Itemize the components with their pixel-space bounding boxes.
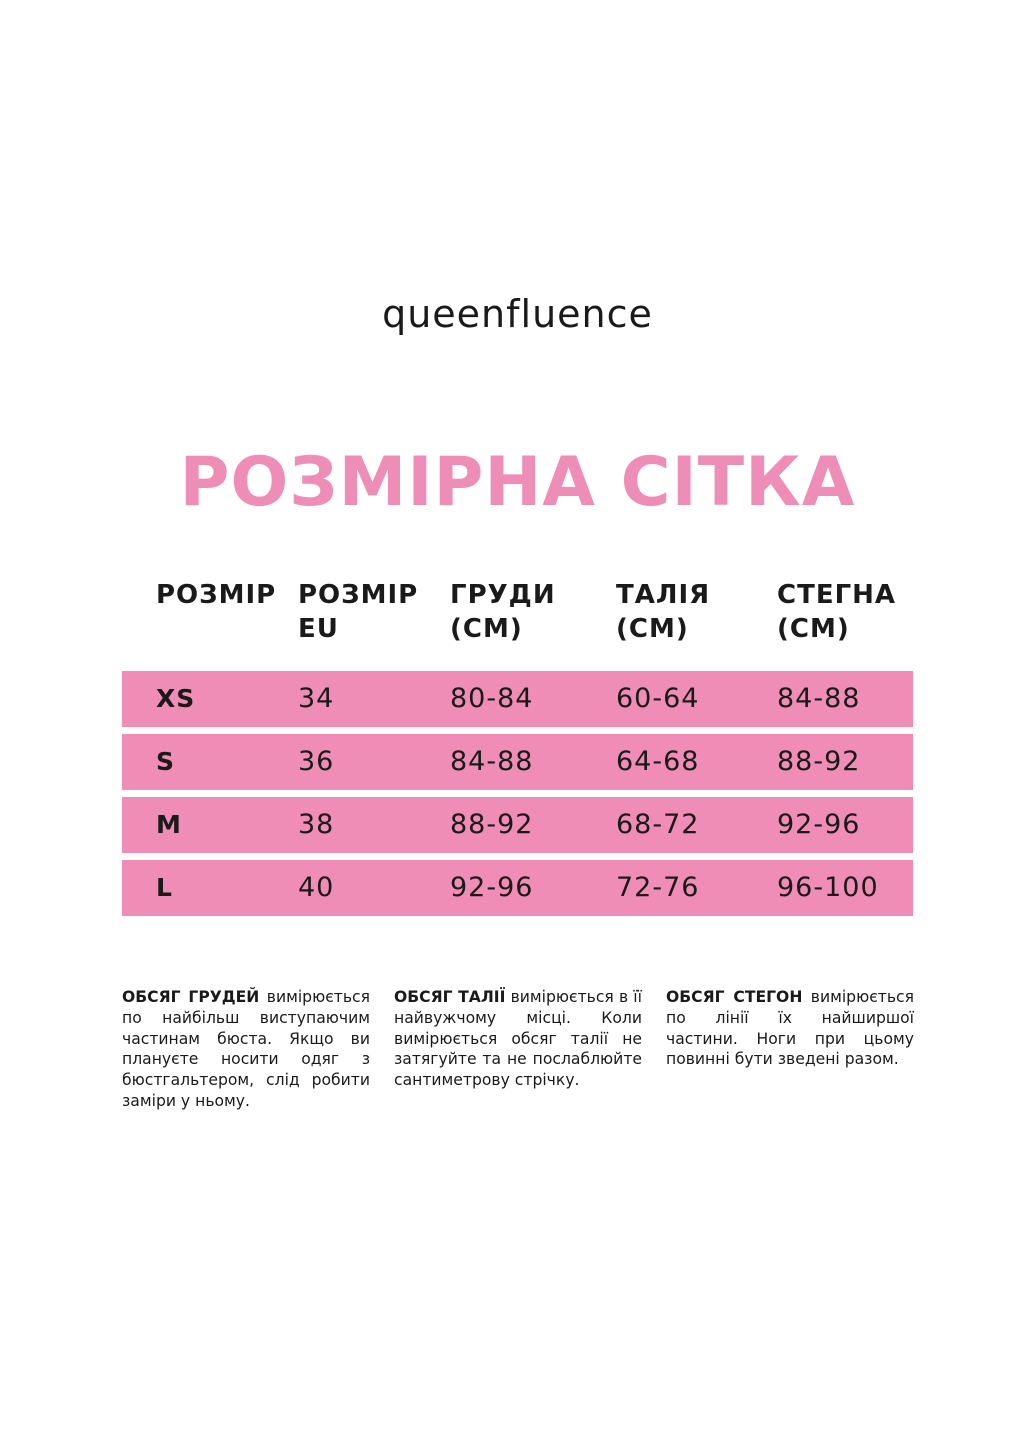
header-bust [450, 578, 556, 646]
note-bust-text: вимірюється по найбільш виступаючим частинам бюста. Якщо ви плануєте носити одяг з бюстгальтером, слід робити заміри у ньому. [122, 988, 370, 1110]
note-hips-text: вимірюється по лінії їх найширшої частини. Ноги при цьому повинні бути зведені разом. [666, 988, 914, 1069]
cell-bust: 84-88 [450, 746, 534, 777]
cell-bust: 92-96 [450, 872, 534, 903]
note-waist-text: вимірюється в її найвужчому місці. Коли вимірюється обсяг талії не затягуйте та не послаблюйте сантиметрову стрічку. [394, 988, 642, 1090]
cell-waist: 64-68 [616, 746, 700, 777]
cell-eu: 40 [298, 872, 335, 903]
note-bust-heading: ОБСЯГ ГРУДЕЙ [122, 988, 260, 1006]
cell-waist: 60-64 [616, 683, 700, 714]
table-row [122, 860, 913, 916]
cell-waist: 68-72 [616, 809, 700, 840]
note-bust [122, 987, 370, 1112]
table-header [0, 578, 1035, 658]
cell-size: XS [156, 684, 196, 713]
table-row [122, 797, 913, 853]
note-waist-heading: ОБСЯГ ТАЛІЇ [394, 988, 506, 1006]
header-hips-line2: (СМ) [777, 614, 850, 644]
cell-hips: 84-88 [777, 683, 861, 714]
cell-size: S [156, 747, 176, 776]
header-size [156, 578, 276, 612]
header-waist-line2: (СМ) [616, 614, 689, 644]
cell-hips: 96-100 [777, 872, 879, 903]
cell-hips: 88-92 [777, 746, 861, 777]
cell-bust: 88-92 [450, 809, 534, 840]
note-hips-heading: ОБСЯГ СТЕГОН [666, 988, 803, 1006]
header-hips [777, 578, 896, 646]
header-bust-line1: ГРУДИ [450, 580, 556, 610]
table-row [122, 671, 913, 727]
note-hips [666, 987, 914, 1070]
header-size-line1: РОЗМІР [156, 580, 277, 610]
header-bust-line2: (СМ) [450, 614, 523, 644]
note-waist [394, 987, 642, 1091]
cell-bust: 80-84 [450, 683, 534, 714]
header-size-eu [298, 578, 418, 646]
table-row [122, 734, 913, 790]
header-size-eu-line2: EU [298, 614, 339, 644]
cell-eu: 38 [298, 809, 335, 840]
cell-eu: 36 [298, 746, 335, 777]
cell-eu: 34 [298, 683, 335, 714]
brand-logo: queenfluence [382, 292, 653, 336]
cell-size: M [156, 810, 182, 839]
page-title: РОЗМІРНА СІТКА [179, 443, 856, 522]
cell-size: L [156, 873, 173, 902]
header-size-eu-line1: РОЗМІР [298, 580, 419, 610]
header-waist [616, 578, 710, 646]
header-hips-line1: СТЕГНА [777, 580, 897, 610]
header-waist-line1: ТАЛІЯ [616, 580, 711, 610]
cell-waist: 72-76 [616, 872, 700, 903]
cell-hips: 92-96 [777, 809, 861, 840]
